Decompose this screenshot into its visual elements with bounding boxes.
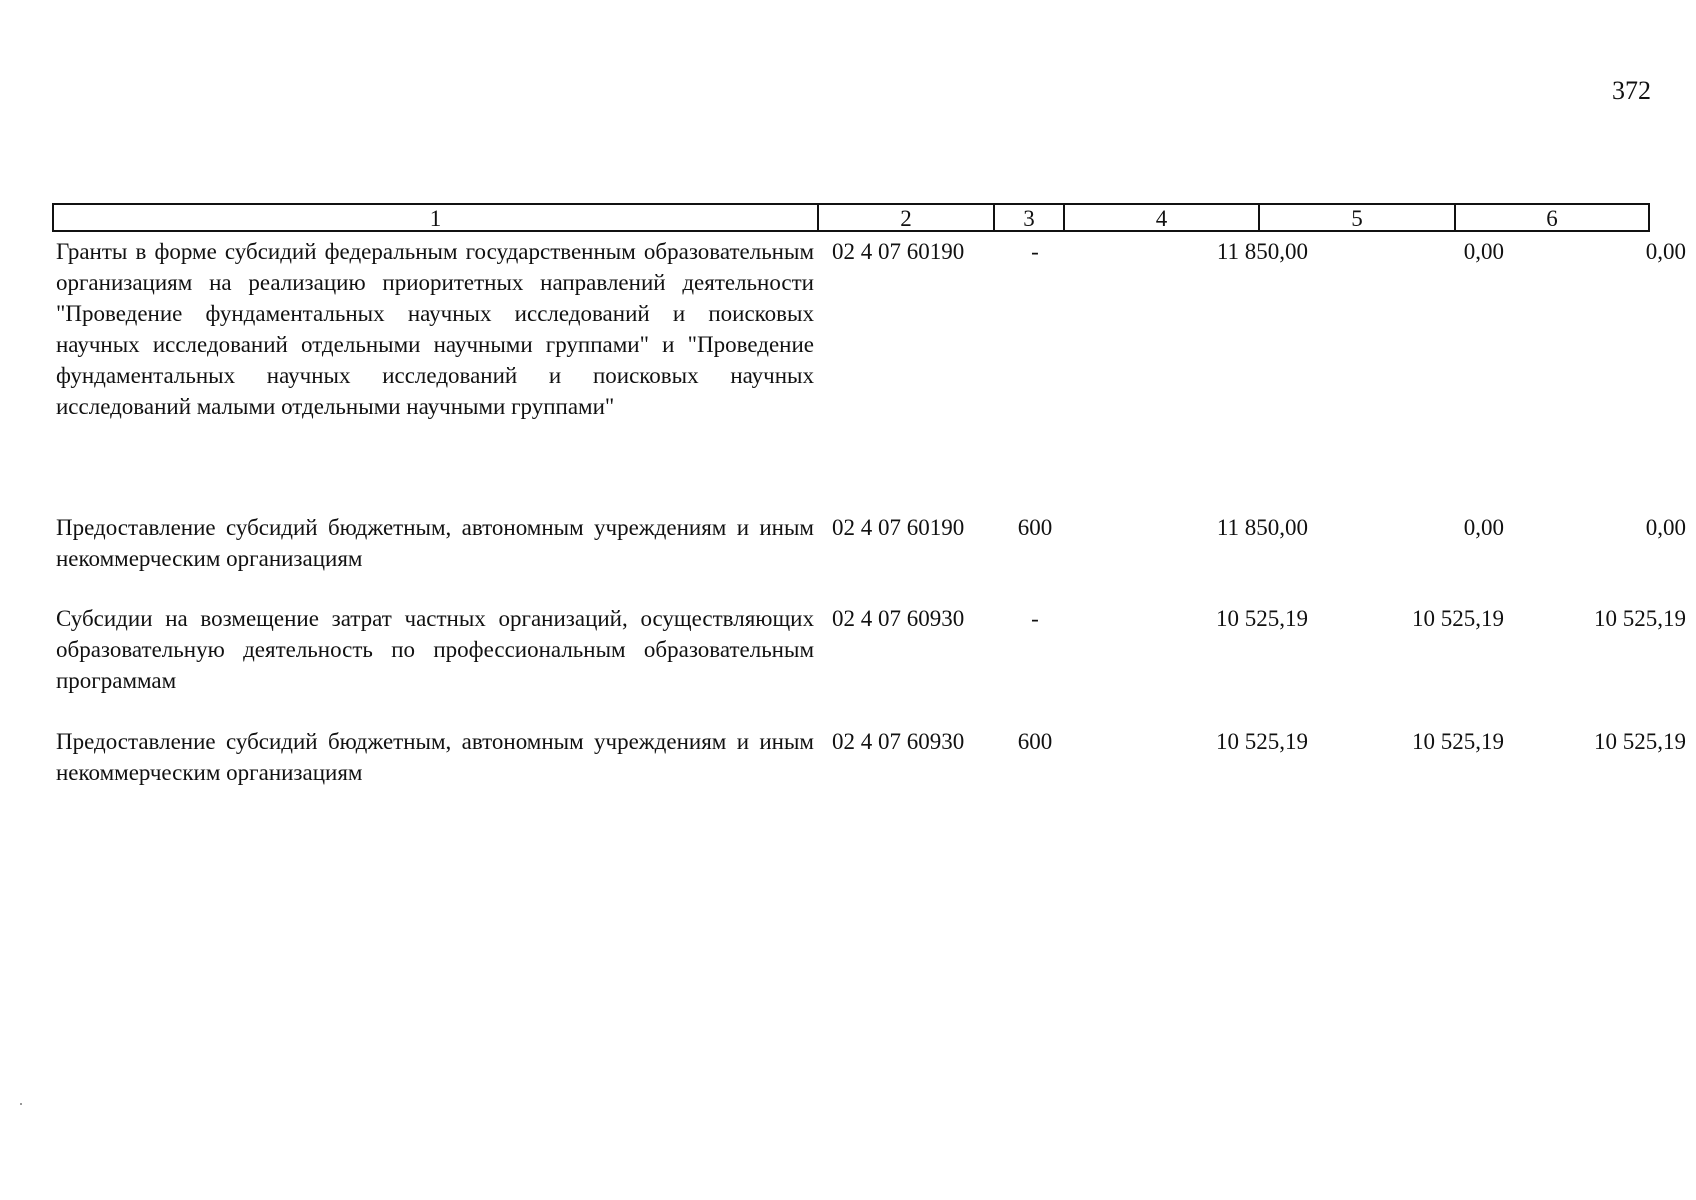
header-col-3: 3 xyxy=(994,204,1064,231)
row-value-col-4: 10 525,19 xyxy=(1216,606,1308,631)
page-number: 372 xyxy=(1612,76,1651,105)
row-value-col-5: 10 525,19 xyxy=(1412,729,1504,754)
header-col-2: 2 xyxy=(818,204,994,231)
column-number-header xyxy=(52,203,1650,232)
row-description: Субсидии на возмещение затрат частных организаций, осуществляющих образовательную деятельность по профессиональным образовательным программам xyxy=(56,606,814,693)
row-value-col-4: 11 850,00 xyxy=(1216,239,1308,264)
header-col-4: 4 xyxy=(1064,204,1259,231)
scan-speck xyxy=(20,1103,22,1105)
row-expense-type: 600 xyxy=(1017,729,1053,754)
header-col-6: 6 xyxy=(1455,204,1649,231)
row-value-col-5: 0,00 xyxy=(1463,515,1504,540)
row-target-code: 02 4 07 60930 xyxy=(832,606,965,631)
row-description: Предоставление субсидий бюджетным, автономным учреждениям и иным некоммерческим организациям xyxy=(56,515,814,571)
row-description: Гранты в форме субсидий федеральным государственным образовательным организациям на реализацию приоритетных направлений деятельности "Проведение фундаментальных научных исследований и поисковых научных исследований отдельными научными группами" и "Проведение фундаментальных научных исследований и поисковых научных исследований малыми отдельными научными группами" xyxy=(56,239,814,419)
header-row xyxy=(53,204,1649,231)
header-col-1: 1 xyxy=(53,204,818,231)
row-description: Предоставление субсидий бюджетным, автономным учреждениям и иным некоммерческим организациям xyxy=(56,729,814,785)
row-target-code: 02 4 07 60190 xyxy=(832,239,965,264)
row-value-col-6: 10 525,19 xyxy=(1594,729,1686,754)
row-value-col-6: 0,00 xyxy=(1645,239,1686,264)
row-expense-type: - xyxy=(1031,606,1039,631)
row-expense-type: - xyxy=(1031,239,1039,264)
row-value-col-4: 10 525,19 xyxy=(1216,729,1308,754)
row-expense-type: 600 xyxy=(1017,515,1053,540)
row-value-col-5: 0,00 xyxy=(1463,239,1504,264)
header-col-5: 5 xyxy=(1259,204,1455,231)
row-value-col-6: 10 525,19 xyxy=(1594,606,1686,631)
row-value-col-5: 10 525,19 xyxy=(1412,606,1504,631)
row-value-col-4: 11 850,00 xyxy=(1216,515,1308,540)
row-target-code: 02 4 07 60930 xyxy=(832,729,965,754)
row-value-col-6: 0,00 xyxy=(1645,515,1686,540)
row-target-code: 02 4 07 60190 xyxy=(832,515,965,540)
